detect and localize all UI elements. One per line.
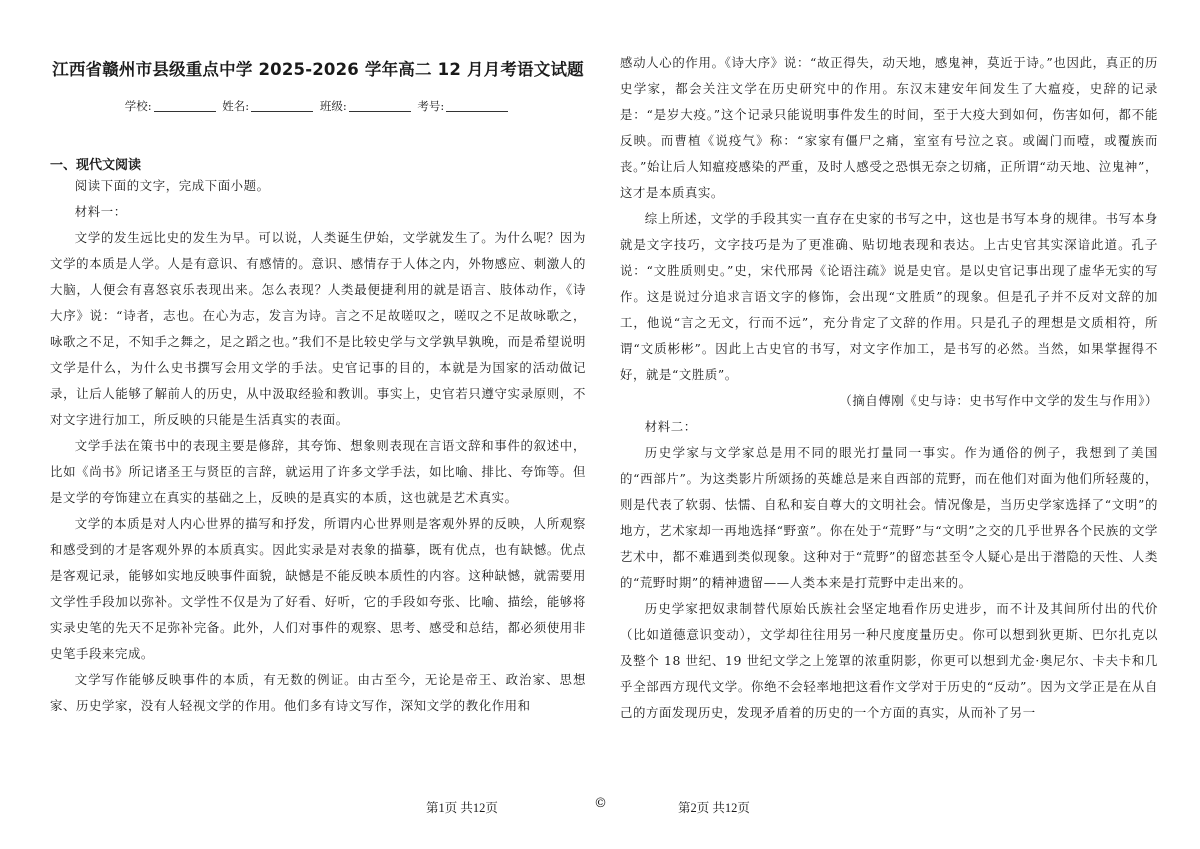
paragraph: 文学写作能够反映事件的本质，有无数的例证。由古至今，无论是帝王、政治家、思想家、历史学家，没有人轻视文学的作用。他们多有诗文写作，深知文学的教化作用和 <box>50 672 586 713</box>
citation: （摘自傅刚《史与诗：史书写作中文学的发生与作用》） <box>839 393 1158 408</box>
class-label: 班级: <box>319 99 347 113</box>
page-number-right: 第2页 共12页 <box>678 801 750 815</box>
paragraph: 感动人心的作用。《诗大序》说：“故正得失，动天地，感鬼神，莫近于诗。”也因此，真正的历史学家，都会关注文学在历史研究中的作用。东汉末建安年间发生了大瘟疫，史辞的记录是：“是岁大疫。”这个记录只能说明事件发生的时间，至于大疫大到如何，伤害如何，都不能反映。而曹植《说疫气》称：“家家有僵尸之痛，室室有号泣之哀。或阖门而噎，或覆族而丧。”始让后人知瘟疫感染的严重，及时人感受之恐惧无奈之切痛，正所谓“动天地、泣鬼神”，这才是本质真实。 <box>620 55 1158 200</box>
copyright-icon: © <box>594 796 607 811</box>
paragraph: 历史学家把奴隶制替代原始氏族社会坚定地看作历史进步，而不计及其间所付出的代价（比如道德意识变动），文学却往往用另一种尺度度量历史。你可以想到狄更斯、巴尔扎克以及整个 18 世纪、19 世纪文学之上笼罩的浓重阴影，你更可以想到尤金·奥尼尔、卡夫卡和几乎全部西方现代文学。你绝不会轻率地把这看作文学对于历史的“反动”。因为文学正是在从自己的方面发现历史，发现矛盾着的历史的一个方面的真实，从而补了另一 <box>620 601 1158 720</box>
name-blank[interactable] <box>251 111 313 112</box>
instruction: 阅读下面的文字，完成下面小题。 <box>74 178 270 193</box>
number-label: 考号: <box>417 99 445 113</box>
school-label: 学校: <box>124 99 152 113</box>
school-blank[interactable] <box>154 111 216 112</box>
paragraph: 历史学家与文学家总是用不同的眼光打量同一事实。作为通俗的例子，我想到了美国的“西部片”。为这类影片所颂扬的英雄总是来自西部的荒野，而在他们对面为他们所轻蔑的，则是代表了软弱、怯懦、自私和妄自尊大的文明社会。情况像是，当历史学家选择了“文明”的地方，艺术家却一再地选择“野蛮”。你在处于“荒野”与“文明”之交的几乎世界各个民族的文学艺术中，都不难遇到类似现象。这种对于“荒野”的留恋甚至令人疑心是出于潜隐的天性、人类的“荒野时期”的精神遗留——人类本来是打荒野中走出来的。 <box>620 445 1158 590</box>
page-number-left: 第1页 共12页 <box>426 801 498 815</box>
exam-title: 江西省赣州市县级重点中学 2025-2026 学年高二 12 月月考语文试题 <box>52 60 584 79</box>
number-blank[interactable] <box>446 111 508 112</box>
material-two-label: 材料二： <box>644 419 697 434</box>
paragraph: 文学手法在策书中的表现主要是修辞，其夸饰、想象则表现在言语文辞和事件的叙述中，比如《尚书》所记诸圣王与贤臣的言辞，就运用了许多文学手法，如比喻、排比、夸饰等。但是文学的夸饰建立在真实的基础之上，反映的是真实的本质，这也就是艺术真实。 <box>50 438 586 505</box>
right-page <box>600 0 1200 849</box>
paragraph: 文学的本质是对人内心世界的描写和抒发，所谓内心世界则是客观外界的反映，人所观察和感受到的才是客观外界的本质真实。因此实录是对表象的描摹，既有优点，也有缺憾。优点是客观记录，能够如实地反映事件面貌，缺憾是不能反映本质性的内容。这种缺憾，就需要用文学性手段加以弥补。文学性不仅是为了好看、好听，它的手段如夸张、比喻、描绘，能够将实录史笔的先天不足弥补完备。此外，人们对事件的观察、思考、感受和总结，都必须使用非史笔手段来完成。 <box>50 516 586 661</box>
material-one-label: 材料一： <box>74 204 127 219</box>
section-heading: 一、现代文阅读 <box>50 158 142 173</box>
student-info-line <box>50 98 586 114</box>
name-label: 姓名: <box>222 99 250 113</box>
class-blank[interactable] <box>349 111 411 112</box>
paragraph: 综上所述，文学的手段其实一直存在史家的书写之中，这也是书写本身的规律。书写本身就是文字技巧，文字技巧是为了更准确、贴切地表现和表达。上古史官其实深谙此道。孔子说：“文胜质则史。”史，宋代邢昺《论语注疏》说是史官。是以史官记事出现了虚华无实的写作。这是说过分追求言语文字的修饰，会出现“文胜质”的现象。但是孔子并不反对文辞的加工，他说“言之无文，行而不远”，充分肯定了文辞的作用。只是孔子的理想是文质相符，所谓“文质彬彬”。因此上古史官的书写，对文字作加工，是书写的必然。当然，如果掌握得不好，就是“文胜质”。 <box>620 211 1158 382</box>
paragraph: 文学的发生远比史的发生为早。可以说，人类诞生伊始，文学就发生了。为什么呢？因为文学的本质是人学。人是有意识、有感情的。意识、感情存于人体之内，外物感应、刺激人的大脑，人便会有喜怒哀乐表现出来。怎么表现？人类最便捷利用的就是语言、肢体动作，《诗大序》说：“诗者，志也。在心为志，发言为诗。言之不足故嗟叹之，嗟叹之不足故咏歌之，咏歌之不足，不知手之舞之，足之蹈之也。”我们不是比较史学与文学孰早孰晚，而是希望说明文学是什么，为什么史书撰写会用文学的手法。史官记事的目的，本就是为国家的活动做记录，让后人能够了解前人的历史，从中汲取经验和教训。事实上，史官若只遵守实录原则，不对文字进行加工，所反映的只能是生活真实的表面。 <box>50 230 586 427</box>
